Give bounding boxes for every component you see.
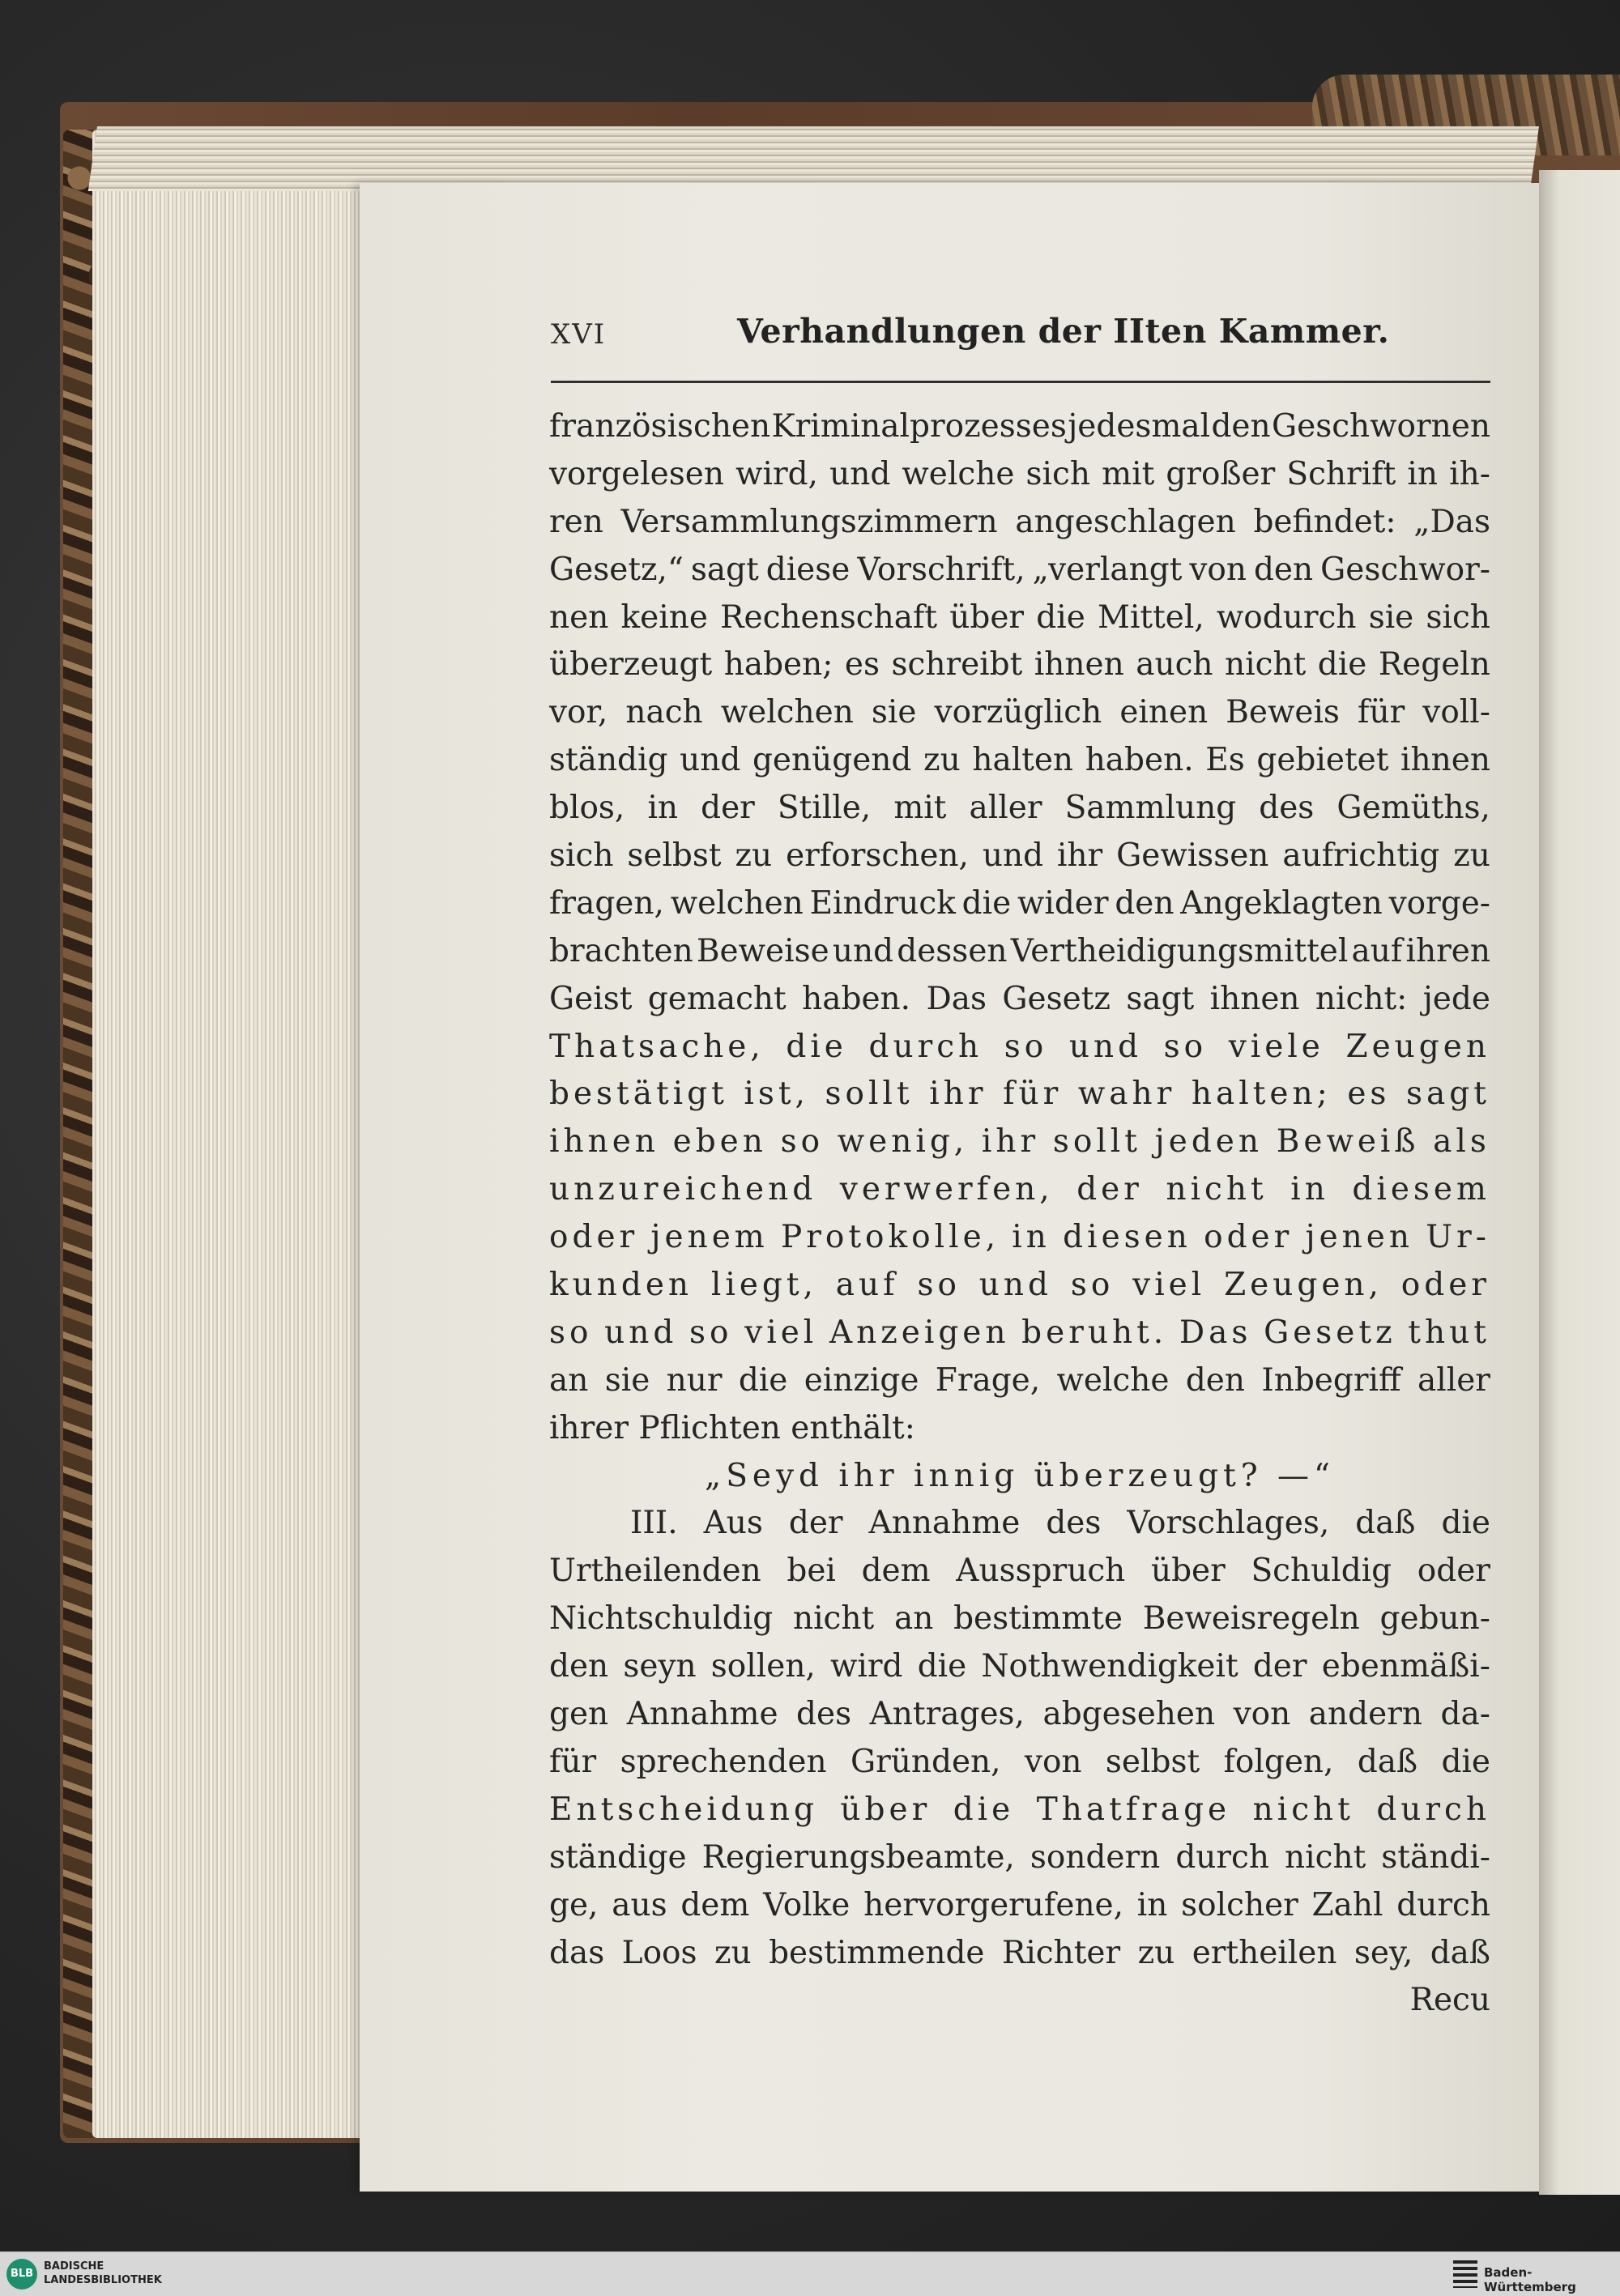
text-line: nen keine Rechenschaft über die Mittel, wodurch sie sich (549, 598, 1490, 636)
baden-wuerttemberg-logo-icon[interactable] (1453, 2260, 1477, 2288)
text-line-section-start: III. Aus der Annahme des Vorschlages, daß die (630, 1505, 1490, 1542)
text-line: ihnen eben so wenig, ihr sollt jeden Beweiß als (549, 1123, 1490, 1161)
facing-page-edge (1539, 170, 1620, 2195)
text-line: gen Annahme des Antrages, abgesehen von andern da- (549, 1696, 1490, 1733)
text-line: für sprechenden Gründen, von selbst folgen, daß die (549, 1743, 1490, 1780)
text-line: Urtheilenden bei dem Ausspruch über Schuldig oder (549, 1553, 1490, 1590)
text-line: ständig und genügend zu halten haben. Es gebietet ihnen (549, 742, 1490, 779)
text-line: Thatsache, die durch so und so viele Zeugen (549, 1028, 1490, 1065)
text-line: fragen, welchen Eindruck die wider den Angeklagten vorge- (549, 884, 1490, 922)
text-line: oder jenem Protokolle, in diesen oder jenen Ur- (549, 1219, 1490, 1256)
text-line: vorgelesen wird, und welche sich mit großer Schrift in ih- (549, 455, 1490, 492)
text-line: vor, nach welchen sie vorzüglich einen Beweis für voll- (549, 694, 1490, 731)
text-line: sich selbst zu erforschen, und ihr Gewissen aufrichtig zu (549, 837, 1490, 875)
text-line: blos, in der Stille, mit aller Sammlung des Gemüths, (549, 790, 1490, 827)
text-line: Gesetz,“ sagt diese Vorschrift, „verlangt von den Geschwor- (549, 551, 1490, 588)
text-line: brachten Beweise und dessen Vertheidigungsmittel auf ihren (549, 932, 1490, 969)
text-line: Nichtschuldig nicht an bestimmte Beweisregeln gebun- (549, 1600, 1490, 1638)
footer-bar (0, 2251, 1620, 2296)
text-line-quote: „Seyd ihr innig überzeugt? —“ (704, 1457, 1335, 1494)
page-header (551, 312, 1490, 360)
library-name-line2: LANDESBIBLIOTHEK (44, 2274, 162, 2286)
text-line: überzeugt haben; es schreibt ihnen auch nicht die Regeln (549, 646, 1490, 684)
text-line: so und so viel Anzeigen beruht. Das Gesetz thut (549, 1314, 1490, 1351)
body-text (549, 403, 1490, 2025)
text-line: Geist gemacht haben. Das Gesetz sagt ihnen nicht: jede (549, 980, 1490, 1017)
text-line: ständige Regierungsbeamte, sondern durch nicht ständi- (549, 1838, 1490, 1876)
catchword: Recu (1409, 1982, 1490, 2019)
page-number: XVI (551, 318, 607, 351)
library-name-line1: BADISCHE (44, 2260, 104, 2273)
running-title: Verhandlungen der IIten Kammer. (737, 312, 1390, 351)
text-line: ren Versammlungszimmern angeschlagen befindet: „Das (549, 503, 1490, 540)
text-line: das Loos zu bestimmende Richter zu ertheilen sey, daß (549, 1934, 1490, 1971)
page-stack (92, 130, 360, 2138)
text-line: unzureichend verwerfen, der nicht in diesem (549, 1171, 1490, 1208)
state-name: Baden-Württemberg (1484, 2265, 1576, 2294)
text-line: bestätigt ist, sollt ihr für wahr halten; es sagt (549, 1076, 1490, 1113)
text-line: kunden liegt, auf so und so viel Zeugen, oder (549, 1267, 1490, 1304)
page-top-edge (88, 126, 1539, 191)
text-line: ihrer Pflichten enthält: (549, 1409, 915, 1446)
text-line: an sie nur die einzige Frage, welche den Inbegriff aller (549, 1361, 1490, 1399)
blb-logo[interactable]: BLB (6, 2259, 37, 2290)
header-rule (551, 381, 1490, 383)
library-name (44, 2260, 238, 2287)
text-line: französischen Kriminalprozesses jedesmal den Geschwornen (549, 408, 1490, 445)
text-line: Entscheidung über die Thatfrage nicht durch (549, 1791, 1490, 1828)
text-line: den seyn sollen, wird die Nothwendigkeit der ebenmäßi- (549, 1648, 1490, 1685)
text-line: ge, aus dem Volke hervorgerufene, in solcher Zahl durch (549, 1886, 1490, 1923)
